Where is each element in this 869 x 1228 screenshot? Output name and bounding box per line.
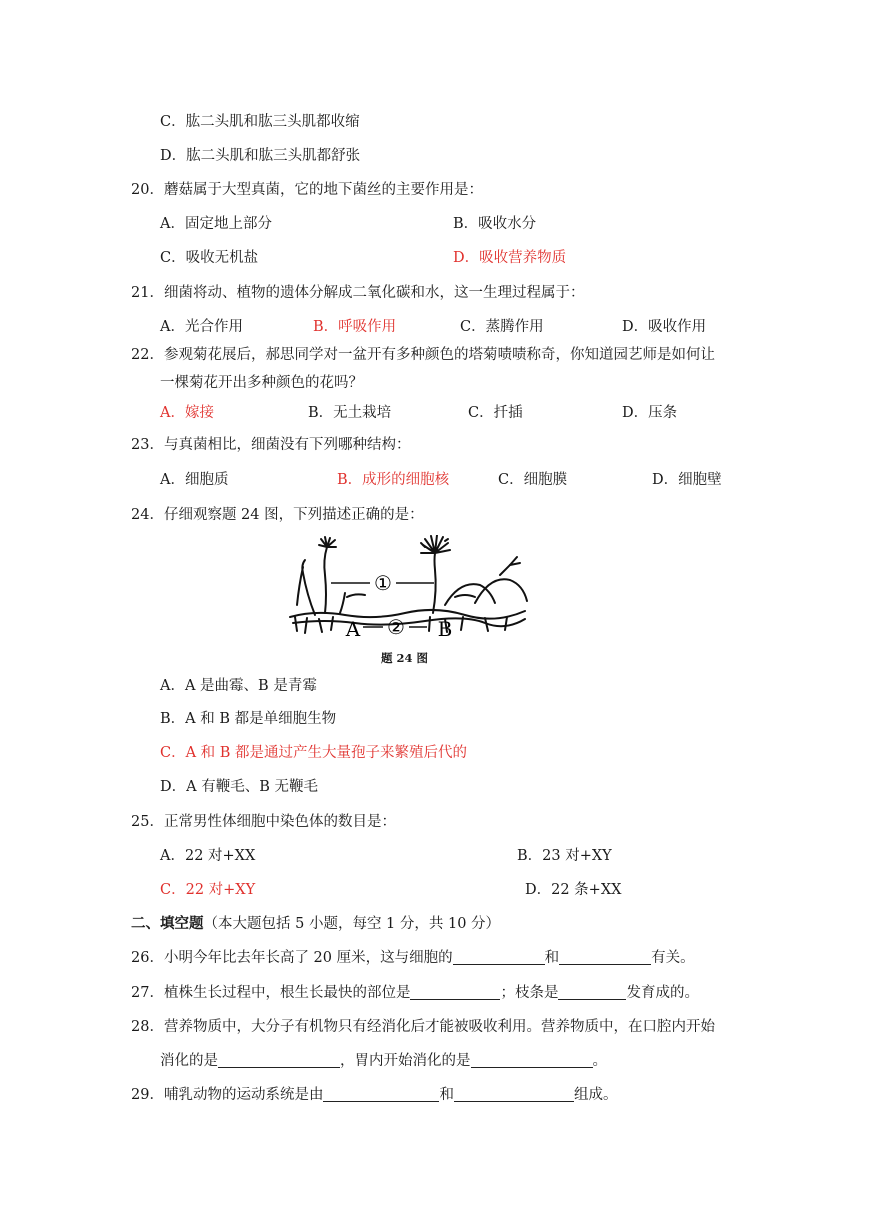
- q22-stem-line1: 22．参观菊花展后，郝思同学对一盆开有多种颜色的塔菊啧啧称奇，你知道园艺师是如何让: [131, 347, 715, 363]
- q26-text-1: 26．小明今年比去年长高了 20 厘米，这与细胞的: [131, 950, 453, 966]
- q28-text-3: 。: [592, 1053, 607, 1069]
- q22-option-b: B．无土栽培: [308, 405, 392, 421]
- q20-stem: 20．蘑菇属于大型真菌，它的地下菌丝的主要作用是：: [131, 182, 483, 198]
- mold-diagram: [285, 535, 535, 645]
- section2-title: 二、填空题: [131, 915, 204, 932]
- figure-caption: 题 24 图: [381, 651, 429, 665]
- mold-figure: [285, 535, 535, 649]
- q28-text-1: 消化的是: [160, 1053, 218, 1069]
- q20-option-a: A．固定地上部分: [160, 216, 272, 232]
- q23-option-d: D．细胞壁: [652, 472, 722, 488]
- q27-text-1: 27．植株生长过程中，根生长最快的部位是: [131, 985, 411, 1001]
- q29-blank-2[interactable]: [454, 1085, 574, 1102]
- q23-stem: 23．与真菌相比，细菌没有下列哪种结构：: [131, 437, 411, 453]
- q22-option-c: C．扦插: [468, 405, 523, 421]
- q22-stem-line2: 一棵菊花开出多种颜色的花吗？: [160, 375, 363, 391]
- q23-option-a: A．细胞质: [160, 472, 229, 488]
- q28-line2: [160, 1051, 607, 1071]
- label-1: ①: [374, 571, 392, 595]
- q21-option-a: A．光合作用: [160, 319, 243, 335]
- q19-option-d: D．肱二头肌和肱三头肌都舒张: [160, 148, 361, 164]
- q26-line: [131, 948, 695, 968]
- q27-line: [131, 983, 699, 1003]
- q23-option-b-answer: B．成形的细胞核: [337, 472, 450, 488]
- q27-blank-2[interactable]: [558, 983, 626, 1000]
- q26-text-3: 有关。: [651, 950, 695, 966]
- q25-option-c-answer: C．22 对+XY: [160, 882, 256, 898]
- q25-option-d: D．22 条+XX: [525, 882, 622, 898]
- section2-heading: [131, 914, 500, 934]
- q24-stem: 24．仔细观察题 24 图，下列描述正确的是：: [131, 507, 424, 523]
- q25-option-a: A．22 对+XX: [160, 848, 256, 864]
- q21-option-c: C．蒸腾作用: [460, 319, 544, 335]
- q21-option-b-answer: B．呼吸作用: [313, 319, 397, 335]
- q24-option-c-answer: C．A 和 B 都是通过产生大量孢子来繁殖后代的: [160, 745, 468, 761]
- q29-line: [131, 1085, 617, 1105]
- q27-text-2: ；枝条是: [500, 985, 559, 1001]
- q21-option-d: D．吸收作用: [622, 319, 707, 335]
- label-2: ②: [387, 615, 405, 639]
- q25-option-b: B．23 对+XY: [517, 848, 612, 864]
- q29-text-3: 组成。: [573, 1087, 618, 1103]
- q22-option-a-answer: A．嫁接: [160, 405, 214, 421]
- label-a: A: [345, 617, 361, 641]
- q29-text-2: 和: [439, 1087, 454, 1103]
- q20-option-c: C．吸收无机盐: [160, 250, 259, 266]
- q20-option-b: B．吸收水分: [453, 216, 537, 232]
- label-b: B: [437, 617, 453, 641]
- q29-text-1: 29．哺乳动物的运动系统是由: [131, 1087, 324, 1103]
- q26-blank-2[interactable]: [559, 948, 651, 965]
- q26-text-2: 和: [544, 950, 560, 966]
- q19-option-c: C．肱二头肌和肱三头肌都收缩: [160, 114, 360, 130]
- section2-note: （本大题包括 5 小题，每空 1 分，共 10 分）: [203, 916, 501, 932]
- q28-line1: 28．营养物质中，大分子有机物只有经消化后才能被吸收利用。营养物质中，在口腔内开始: [131, 1019, 715, 1035]
- q21-stem: 21．细菌将动、植物的遗体分解成二氧化碳和水，这一生理过程属于：: [131, 285, 585, 301]
- q23-option-c: C．细胞膜: [498, 472, 568, 488]
- q24-option-d: D．A 有鞭毛、B 无鞭毛: [160, 779, 318, 795]
- q24-option-a: A．A 是曲霉、B 是青霉: [160, 678, 317, 694]
- q27-text-3: 发育成的。: [626, 985, 699, 1001]
- q24-option-b: B．A 和 B 都是单细胞生物: [160, 711, 337, 727]
- q26-blank-1[interactable]: [453, 948, 545, 965]
- q28-text-2: ，胃内开始消化的是: [340, 1053, 471, 1069]
- q28-blank-2[interactable]: [471, 1051, 593, 1068]
- q20-option-d-answer: D．吸收营养物质: [453, 250, 567, 266]
- q29-blank-1[interactable]: [323, 1085, 439, 1102]
- q22-option-d: D．压条: [622, 405, 678, 421]
- q25-stem: 25．正常男性体细胞中染色体的数目是：: [131, 814, 396, 830]
- q28-blank-1[interactable]: [218, 1051, 340, 1068]
- q27-blank-1[interactable]: [410, 983, 500, 1000]
